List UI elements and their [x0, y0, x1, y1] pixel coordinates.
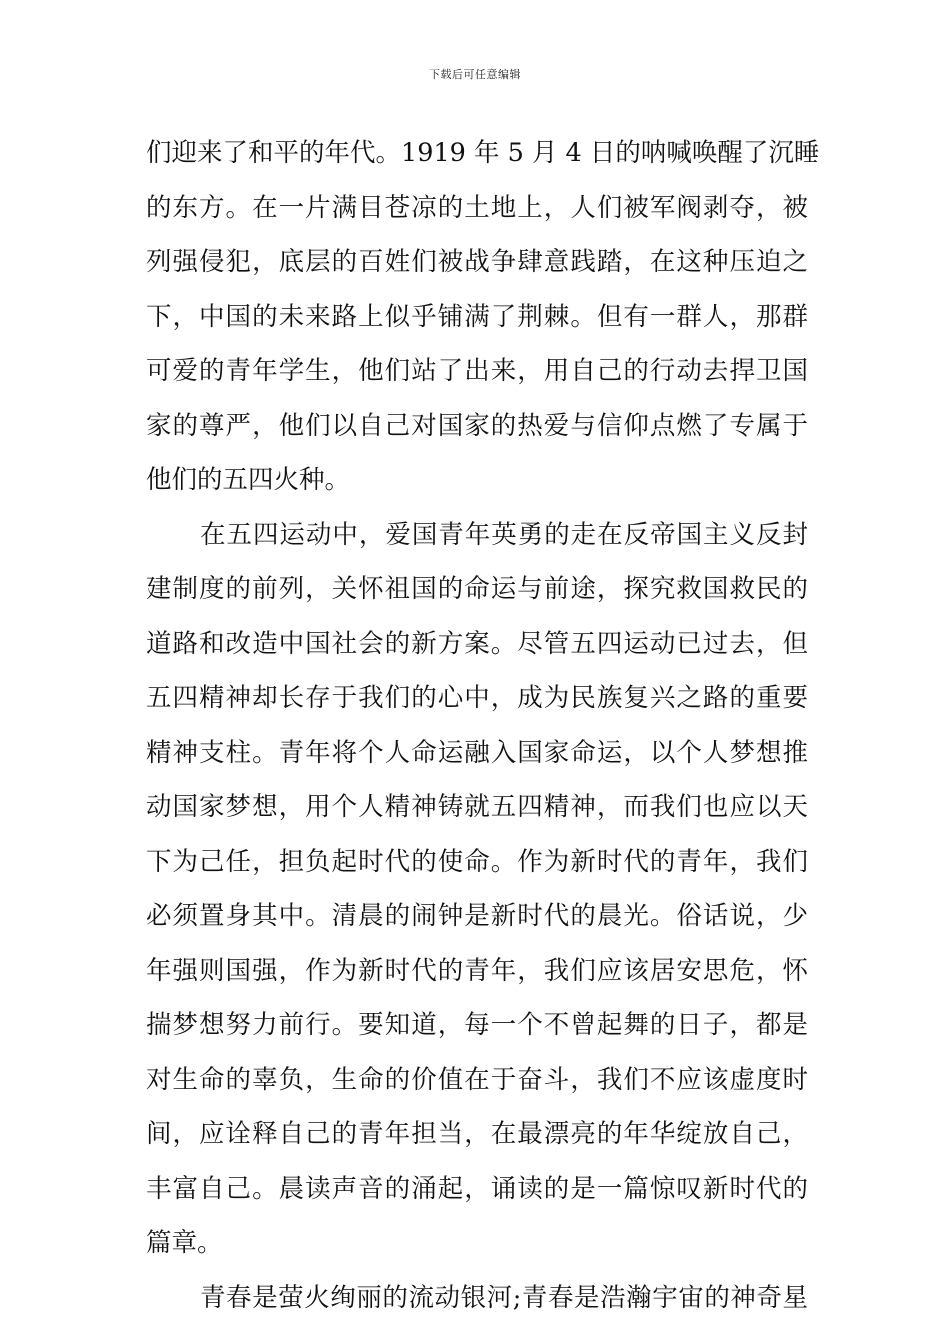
text-line: 篇章。 — [146, 1228, 223, 1258]
body-text — [146, 126, 820, 1325]
page-header: 下载后可任意编辑 — [429, 68, 521, 81]
text-line: 在五四运动中，爱国青年英勇的走在反帝国主义反封 — [200, 519, 808, 550]
text-line: 丰富自己。晨读声音的涌起，诵读的是一篇惊叹新时代的 — [146, 1173, 808, 1204]
paragraph-1 — [146, 126, 820, 508]
text-line: 的东方。在一片满目苍凉的土地上，人们被军阀剥夺，被 — [146, 192, 808, 223]
text-line: 他们的五四火种。 — [146, 465, 351, 495]
text-line: 可爱的青年学生，他们站了出来，用自己的行动去捍卫国 — [146, 356, 808, 386]
paragraph-2 — [146, 508, 808, 1271]
text-line: 间，应诠释自己的青年担当，在最漂亮的年华绽放自己， — [146, 1119, 808, 1149]
text-line: 精神支柱。青年将个人命运融入国家命运，以个人梦想推 — [146, 737, 808, 768]
text-line: 下为己任，担负起时代的使命。作为新时代的青年，我们 — [146, 846, 808, 877]
text-line: 年强则国强，作为新时代的青年，我们应该居安思危，怀 — [146, 955, 808, 986]
text-line: 道路和改造中国社会的新方案。尽管五四运动已过去，但 — [146, 628, 808, 659]
paragraph-3 — [146, 1271, 808, 1326]
text-line: 列强侵犯，底层的百姓们被战争肆意践踏，在这种压迫之 — [146, 247, 808, 277]
text-line: 下，中国的未来路上似乎铺满了荆棘。但有一群人，那群 — [146, 301, 808, 332]
text-line: 对生命的辜负，生命的价值在于奋斗，我们不应该虚度时 — [146, 1064, 808, 1095]
text-line: 五四精神却长存于我们的心中，成为民族复兴之路的重要 — [146, 683, 808, 713]
text-line: 建制度的前列，关怀祖国的命运与前途，探究救国救民的 — [146, 574, 808, 604]
text-line: 们迎来了和平的年代。1919 年 5 月 4 日的呐喊唤醒了沉睡 — [146, 138, 820, 168]
text-line: 揣梦想努力前行。要知道，每一个不曾起舞的日子，都是 — [146, 1010, 808, 1040]
text-line: 必须置身其中。清晨的闹钟是新时代的晨光。俗话说，少 — [146, 901, 808, 931]
text-line: 动国家梦想，用个人精神铸就五四精神，而我们也应以天 — [146, 792, 808, 822]
text-line: 家的尊严，他们以自己对国家的热爱与信仰点燃了专属于 — [146, 410, 808, 441]
text-line: 青春是萤火绚丽的流动银河;青春是浩瀚宇宙的神奇星 — [200, 1282, 808, 1313]
